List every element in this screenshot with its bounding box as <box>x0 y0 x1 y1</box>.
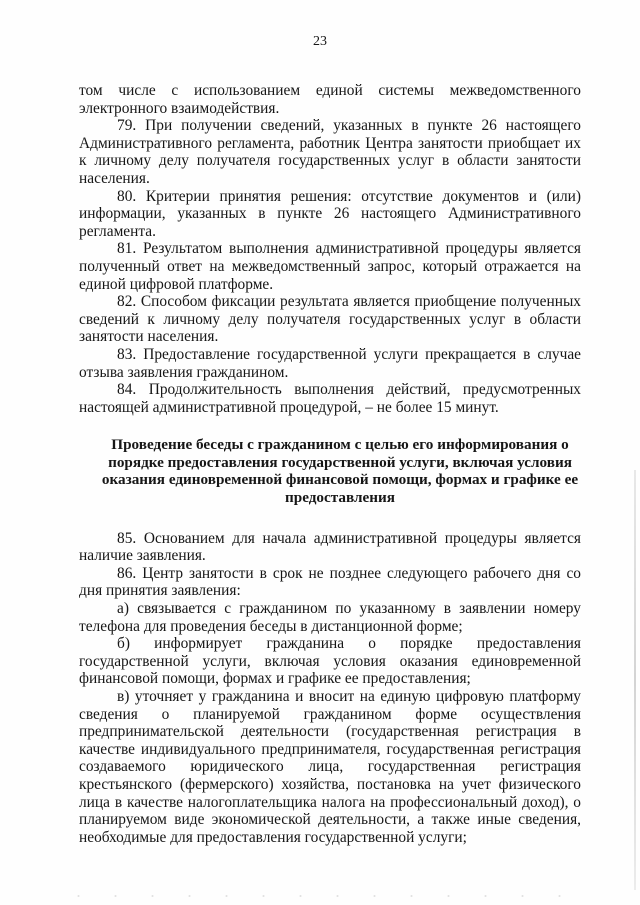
scan-specks <box>60 893 580 899</box>
paragraph-85: 85. Основанием для начала административной процедуры является наличие заявления. <box>79 529 581 565</box>
scan-edge-shadow <box>634 470 636 890</box>
list-item-b: б) информирует гражданина о порядке предоставления государственной услуги, включая условия оказания единовременной финансовой помощи, формах и графике ее предоставления; <box>79 635 581 688</box>
paragraph-83: 83. Предоставление государственной услуги прекращается в случае отзыва заявления гражданином. <box>79 345 581 381</box>
paragraph-82: 82. Способом фиксации результата является приобщение полученных сведений к личному делу получателя государственных услуг в области занятости населения. <box>79 293 581 346</box>
list-item-c: в) уточняет у гражданина и вносит на единую цифровую платформу сведения о планируемой гражданином форме осуществления предпринимательской деятельности (государственная регистрация в качестве индивидуального предпринимателя, государственная регистрация создаваемого юридического лица, государственная регистрация крестьянского (фермерского) хозяйства, постановка на учет физического лица в качестве налогоплательщика налога на профессиональный доход), о планируемом виде экономической деятельности, а также иные сведения, необходимые для предоставления государственной услуги; <box>79 688 581 846</box>
paragraph-continuation: том числе с использованием единой системы межведомственного электронного взаимодействия. <box>79 82 581 117</box>
page-number: 23 <box>313 34 327 49</box>
list-item-a: а) связывается с гражданином по указанному в заявлении номеру телефона для проведения беседы в дистанционной форме; <box>79 600 581 635</box>
paragraph-84: 84. Продолжительность выполнения действий, предусмотренных настоящей административной процедурой, – не более 15 минут. <box>79 381 581 416</box>
paragraph-80: 80. Критерии принятия решения: отсутствие документов и (или) информации, указанных в пункте 26 настоящего Административного регламента. <box>79 187 581 240</box>
paragraph-86: 86. Центр занятости в срок не позднее следующего рабочего дня со дня принятия заявления: <box>79 564 581 600</box>
document-body <box>79 82 581 846</box>
paragraph-79: 79. При получении сведений, указанных в пункте 26 настоящего Административного регламента, работник Центра занятости приобщает их к личному делу получателя государственных услуг в области занятости населения. <box>79 117 581 187</box>
section-heading: Проведение беседы с гражданином с целью его информирования о порядке предоставления государственной услуги, включая условия оказания единовременной финансовой помощи, формах и графике ее предоставления <box>101 436 579 507</box>
paragraph-81: 81. Результатом выполнения административной процедуры является полученный ответ на межведомственный запрос, который отражается на единой цифровой платформе. <box>79 240 581 293</box>
